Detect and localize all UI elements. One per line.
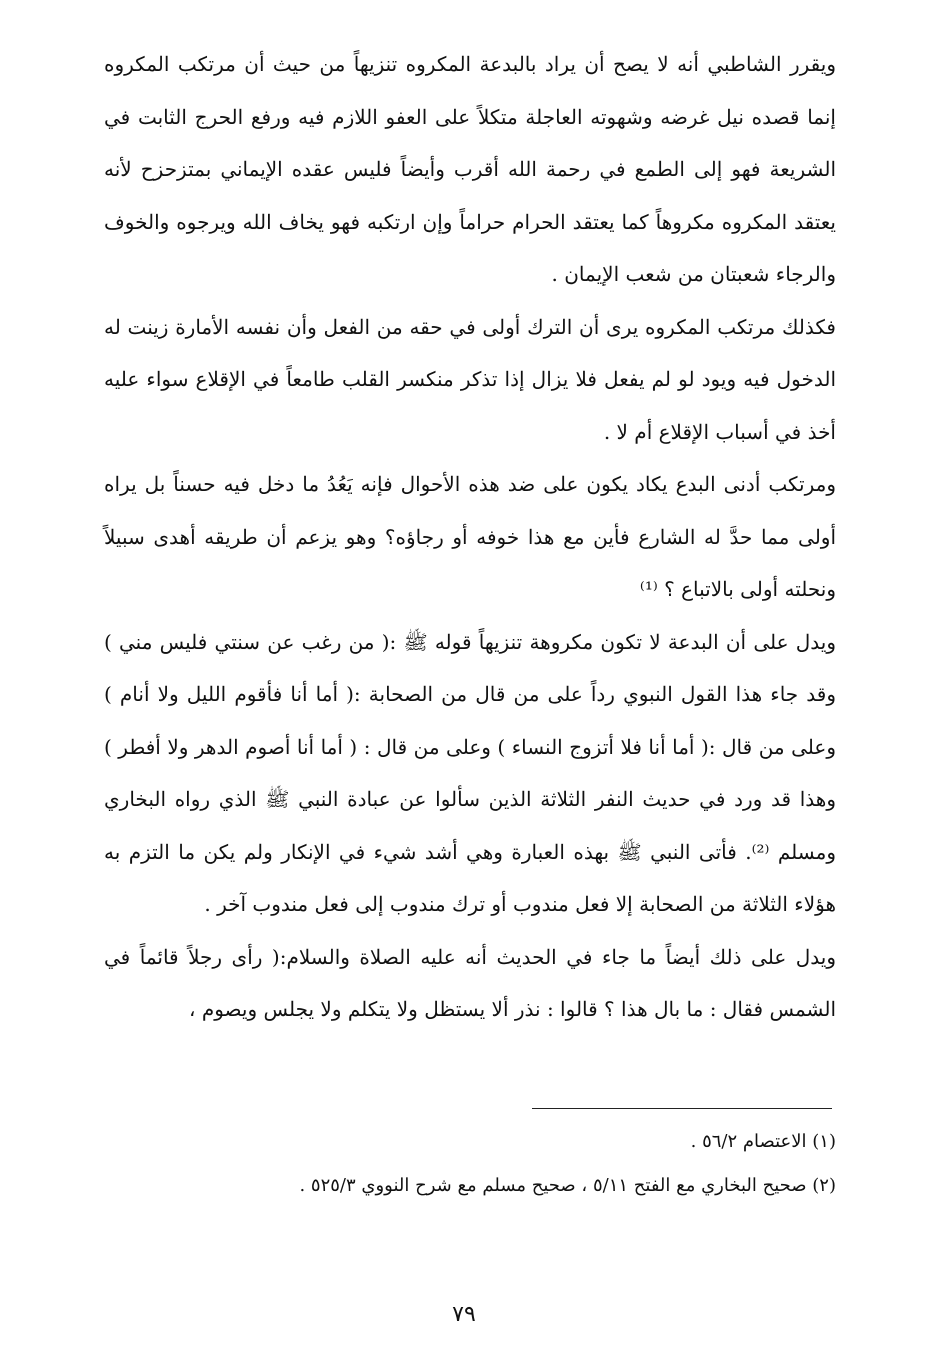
- paragraph-sunnah-hadith: ويدل على أن البدعة لا تكون مكروهة تنزيهاً قوله ﷺ :( من رغب عن سنتي فليس مني ) وقد جاء هذا القول النبوي رداً على من قال من الصحابة :( أما أنا فأقوم الليل ولا أنام ) وعلى من قال :( أما أنا فلا أتزوج النساء ) وعلى من قال : ( أما أنا أصوم الدهر ولا أفطر ) وهذا قد ورد في حديث النفر الثلاثة الذين سألوا عن عبادة النبي ﷺ الذي رواه البخاري ومسلم ⁽²⁾. فأتى النبي ﷺ بهذه العبارة وهي أشد شيء في الإنكار ولم يكن ما التزم به هؤلاء الثلاثة من الصحابة إلا فعل مندوب أو ترك مندوب إلى فعل مندوب آخر .: [104, 629, 837, 916]
- paragraph-innovator: ومرتكب أدنى البدع يكاد يكون على ضد هذه الأحوال فإنه يَعُدُ ما دخل فيه حسناً بل يراه أولى مما حدَّ له الشارع فأين مع هذا خوفه أو رجاؤه؟ وهو يزعم أن طريقه أهدى سبيلاً ونحلته أولى بالاتباع ؟ ⁽¹⁾: [104, 472, 836, 601]
- footnote-2: (٢) صحيح البخاري مع الفتح ٥/١١ ، صحيح مسلم مع شرح النووي ٥٢٥/٣ .: [299, 1175, 836, 1196]
- footnotes: [104, 1120, 836, 1208]
- paragraph-standing-man-hadith: ويدل على ذلك أيضاً ما جاء في الحديث أنه عليه الصلاة والسلام:( رأى رجلاً قائماً في الشمس فقال : ما بال هذا ؟ قالوا : نذر ألا يستظل ولا يتكلم ولا يجلس ويصوم ،: [104, 944, 837, 1021]
- paragraph-makruh-doer: فكذلك مرتكب المكروه يرى أن الترك أولى في حقه من الفعل وأن نفسه الأمارة زينت له الدخول فيه ويود لو لم يفعل فلا يزال إذا تذكر منكسر القلب طامعاً في الإقلاع سواء عليه أخذ في أسباب الإقلاع أم لا .: [104, 314, 836, 444]
- footnote-1: (١) الاعتصام ٥٦/٢ .: [690, 1131, 836, 1152]
- page-number: ٧٩: [452, 1302, 476, 1327]
- body-text: [104, 38, 836, 1036]
- footnote-separator: [532, 1108, 832, 1109]
- paragraph-shatibi-makruh: ويقرر الشاطبي أنه لا يصح أن يراد بالبدعة المكروه تنزيهاً من حيث أن مرتكب المكروه إنما قصده نيل غرضه وشهوته العاجلة متكلاً على العفو اللازم فيه ورفع الحرج الثابت في الشريعة فهو إلى الطمع في رحمة الله أقرب وأيضاً فليس عقده الإيماني بمتزحزح لأنه يعتقد المكروه مكروهاً كما يعتقد الحرام حراماً وإن ارتكبه فهو يخاف الله ويرجوه والخوف والرجاء شعبتان من شعب الإيمان .: [104, 52, 836, 286]
